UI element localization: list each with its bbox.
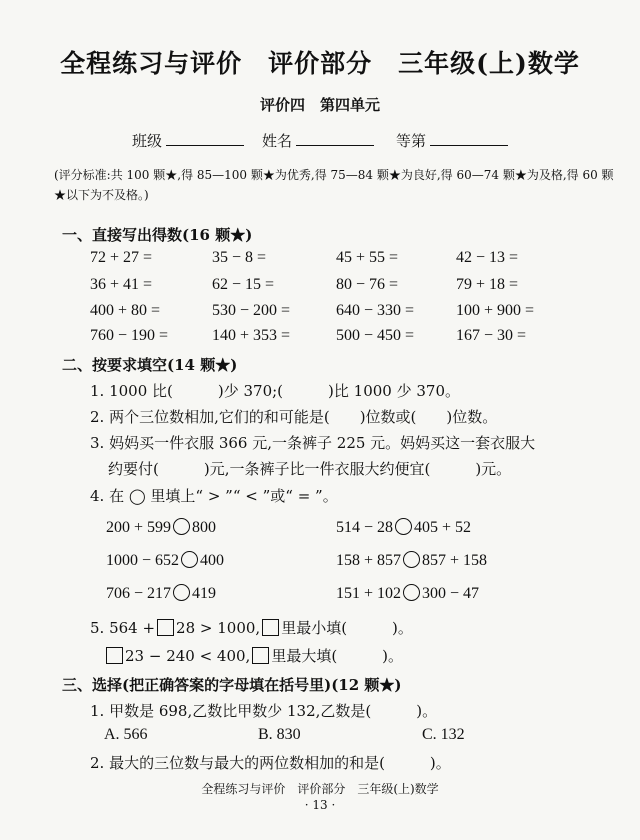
compare-item — [106, 551, 224, 570]
calc-item: 400 + 80 = — [90, 302, 161, 319]
compare-left: 514 − 28 — [336, 519, 394, 536]
calc-item: 45 + 55 = — [336, 249, 399, 266]
question-3-1: 1. 甲数是 698,乙数比甲数少 132,乙数是( )。 — [90, 702, 438, 720]
compare-right: 800 — [192, 519, 217, 536]
section2-title: 二、按要求填空(14 颗★) — [62, 356, 238, 374]
box-symbol — [262, 619, 279, 636]
calc-item: 35 − 8 = — [212, 249, 267, 266]
compare-left: 158 + 857 — [336, 552, 402, 569]
compare-left: 1000 − 652 — [106, 552, 180, 569]
box-symbol — [252, 647, 269, 664]
option-a[interactable]: A. 566 — [104, 726, 148, 743]
answer-circle[interactable] — [403, 584, 420, 601]
calc-item: 140 + 353 = — [212, 327, 291, 344]
page-footer: 全程练习与评价 评价部分 三年级(上)数学 — [201, 782, 439, 796]
calc-item: 760 − 190 = — [90, 327, 169, 344]
scoring-criteria: (评分标准:共 100 颗★,得 85—100 颗★为优秀,得 75—84 颗★为良好,得 60—74 颗★为及格,得 60 颗★以下为不及格。) — [54, 168, 614, 202]
compare-item — [336, 518, 471, 537]
answer-circle[interactable] — [181, 551, 198, 568]
compare-right: 400 — [200, 552, 225, 569]
page-title: 全程练习与评价 评价部分 三年级(上)数学 — [60, 49, 580, 78]
answer-circle[interactable] — [395, 518, 412, 535]
question-2-5-line2 — [104, 645, 403, 666]
question-2-3-line1: 3. 妈妈买一件衣服 366 元,一条裤子 225 元。妈妈买这一套衣服大 — [90, 434, 536, 452]
q5-expression: 23 − 240 < 400, — [125, 647, 251, 665]
option-b[interactable]: B. 830 — [258, 726, 301, 743]
compare-left: 151 + 102 — [336, 585, 402, 602]
question-2-4: 4. 在 ◯ 里填上“ > ”“ < ”或“ = ”。 — [90, 487, 338, 505]
grade-blank[interactable] — [430, 131, 508, 146]
calc-item: 530 − 200 = — [212, 302, 291, 319]
option-c[interactable]: C. 132 — [422, 726, 465, 743]
calc-item: 42 − 13 = — [456, 249, 519, 266]
unit-subtitle: 评价四 第四单元 — [259, 96, 380, 114]
name-blank[interactable] — [296, 131, 374, 146]
page-number: · 13 · — [304, 798, 336, 812]
q5-instruction: 里最大填( )。 — [271, 647, 404, 665]
compare-right: 419 — [192, 585, 217, 602]
calc-item: 79 + 18 = — [456, 276, 519, 293]
compare-left: 200 + 599 — [106, 519, 172, 536]
answer-box[interactable] — [157, 619, 174, 636]
question-2-1: 1. 1000 比( )少 370;( )比 1000 少 370。 — [90, 382, 460, 400]
calc-item: 36 + 41 = — [90, 276, 153, 293]
compare-right: 405 + 52 — [414, 519, 472, 536]
answer-box[interactable] — [106, 647, 123, 664]
name-label: 姓名 — [262, 132, 293, 150]
calc-item: 80 − 76 = — [336, 276, 399, 293]
question-3-2: 2. 最大的三位数与最大的两位数相加的和是( )。 — [90, 754, 451, 772]
question-2-5-line1 — [90, 617, 413, 638]
compare-right: 857 + 158 — [422, 552, 488, 569]
question-2-3-line2: 约要付( )元,一条裤子比一件衣服大约便宜( )元。 — [108, 460, 512, 478]
answer-circle[interactable] — [173, 518, 190, 535]
compare-item — [336, 584, 479, 603]
calc-item: 72 + 27 = — [90, 249, 153, 266]
question-2-2: 2. 两个三位数相加,它们的和可能是( )位数或( )位数。 — [90, 408, 498, 426]
grade-label: 等第 — [396, 132, 427, 150]
class-blank[interactable] — [166, 131, 244, 146]
section1-title: 一、直接写出得数(16 颗★) — [62, 226, 253, 244]
class-label: 班级 — [132, 132, 163, 150]
compare-item — [106, 584, 216, 603]
class-field — [132, 130, 244, 151]
answer-circle[interactable] — [173, 584, 190, 601]
name-field — [262, 130, 374, 151]
compare-left: 706 − 217 — [106, 585, 172, 602]
q5-instruction: 里最小填( )。 — [281, 619, 413, 637]
grade-field — [396, 130, 508, 151]
compare-item — [106, 518, 216, 537]
calc-item: 500 − 450 = — [336, 327, 415, 344]
compare-item — [336, 551, 487, 570]
calc-item: 167 − 30 = — [456, 327, 527, 344]
answer-circle[interactable] — [403, 551, 420, 568]
calc-item: 640 − 330 = — [336, 302, 415, 319]
compare-right: 300 − 47 — [422, 585, 480, 602]
calc-item: 100 + 900 = — [456, 302, 535, 319]
q5-prefix: 5. 564 + — [90, 619, 156, 637]
section3-title: 三、选择(把正确答案的字母填在括号里)(12 颗★) — [62, 676, 402, 694]
q5-expression: 28 > 1000, — [176, 619, 261, 637]
calc-item: 62 − 15 = — [212, 276, 275, 293]
